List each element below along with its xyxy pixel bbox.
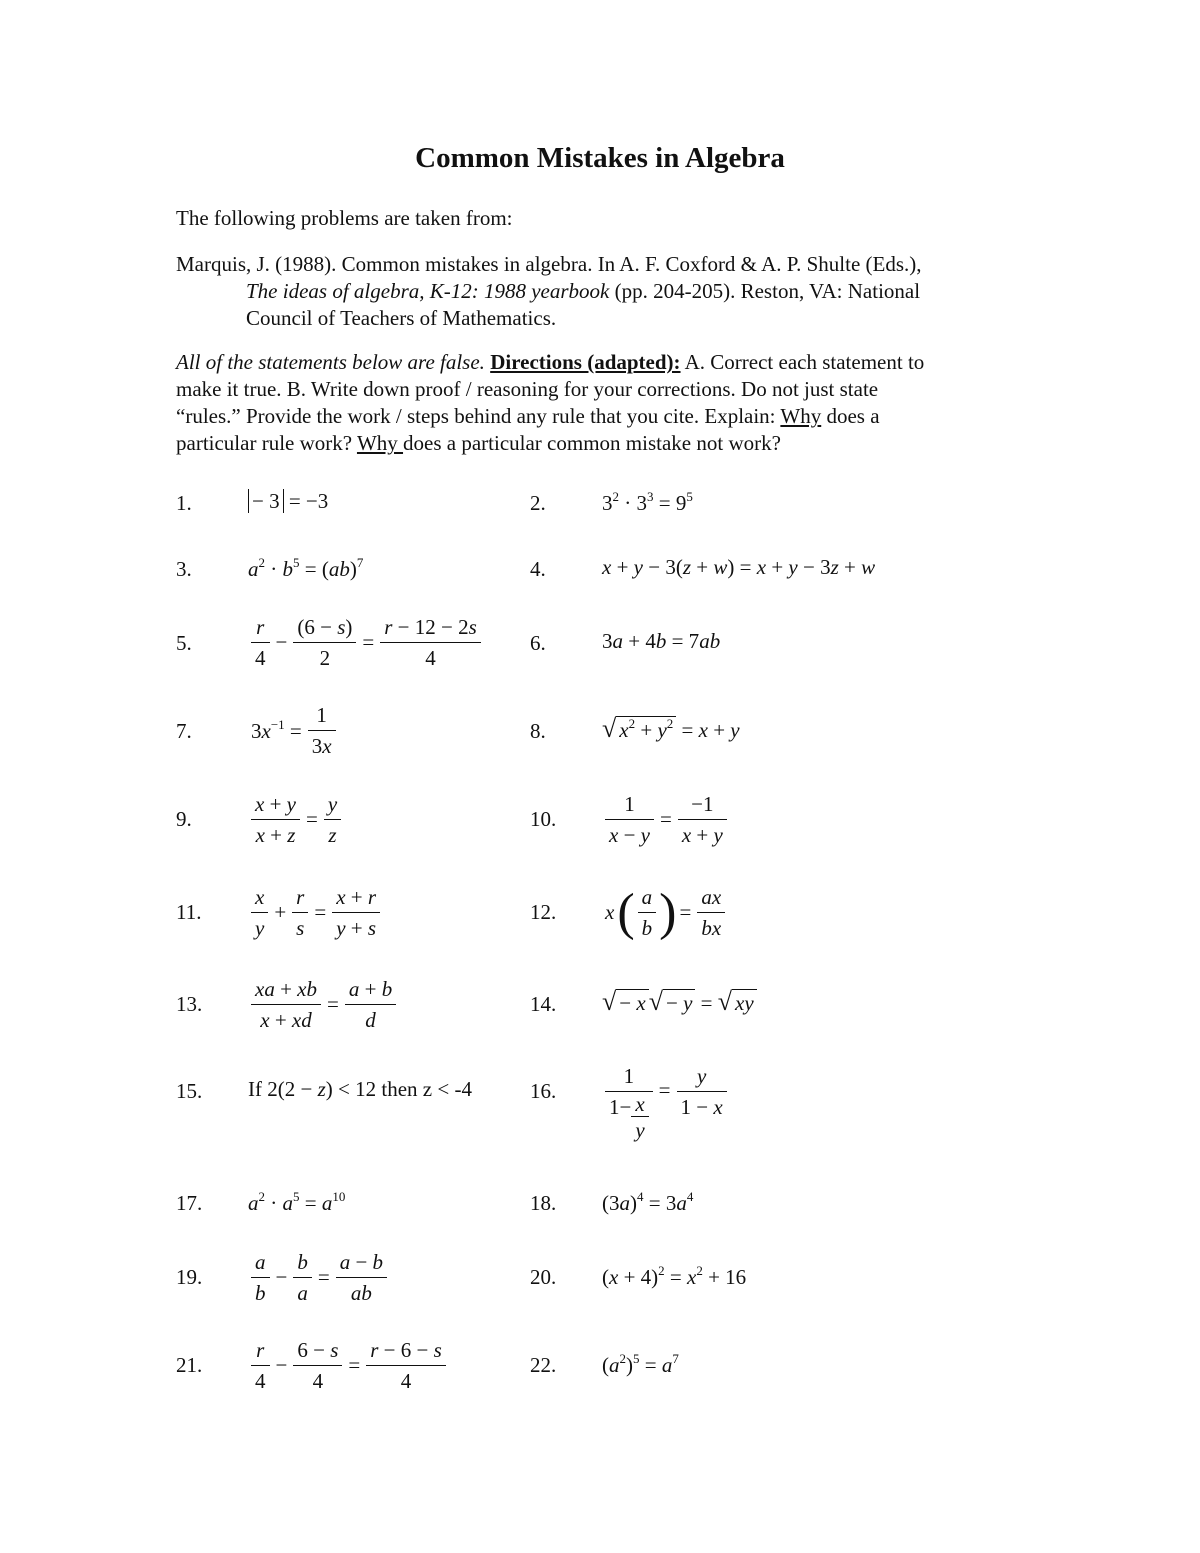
problem-number: 19. (176, 1265, 203, 1289)
equation-2: $3^2 \cdot 3^3 = 9^5$ (602, 489, 693, 515)
false-statement-note: All of the statements below are false. (176, 350, 485, 374)
directions-text-4: particular rule work? (176, 431, 357, 455)
equation-6: 3a + 4b = 7ab (602, 629, 721, 653)
equation-12: x( $\frac{a}{b}$ ) = $\frac{ax}{bx}$ (602, 882, 728, 943)
equation-8: √ $x^2 + y^2 = x + y$ (602, 714, 740, 743)
equation-9: $\frac{x + y}{x + z}$ = $\frac{y}{z}$ (248, 789, 344, 850)
problem-number: 2. (530, 491, 546, 515)
equation-16: 1 1− $\frac{x}{y}$ = $\frac{y}{1 - x}$ (602, 1061, 730, 1143)
citation (176, 251, 922, 332)
equation-11: $\frac{x}{y}$ + $\frac{r}{s}$ = $\frac{x + r}{y + s}$ (248, 882, 383, 943)
citation-line-1: Marquis, J. (1988). Common mistakes in algebra. In A. F. Coxford & A. P. Shulte (Eds.), (176, 252, 922, 276)
problem-number: 18. (530, 1191, 557, 1215)
directions-text-1: A. Correct each statement to (680, 350, 925, 374)
equation-20: $(x + 4)^2 = x^2 + 16$ (602, 1263, 747, 1289)
equation-22: $(a^2)^5 = a^7$ (602, 1351, 679, 1377)
problem-number: 3. (176, 557, 192, 581)
problem-number: 6. (530, 631, 546, 655)
equation-14: √ − x √ − y = √ xy (602, 987, 757, 1017)
equation-18: $(3a)^4 = 3a^4$ (602, 1189, 694, 1215)
problem-number: 11. (176, 900, 202, 924)
citation-line-3: Council of Teachers of Mathematics. (246, 306, 557, 330)
equation-7: $3x^{-1}$ = $\frac{1}{3x}$ (248, 700, 339, 761)
problem-15-prefix: If (248, 1077, 268, 1101)
directions-text-2: make it true. B. Write down proof / reasoning for your corrections. Do not just state (176, 377, 879, 401)
equation-1: − 3 = −3 (248, 489, 328, 514)
why-emphasis-2: Why (356, 431, 404, 455)
citation-book-title: The ideas of algebra, K-12: 1988 yearbook (246, 279, 610, 303)
equation-4: x + y − 3(z + w) = x + y − 3z + w (602, 555, 876, 579)
directions-text-4b: does a particular common mistake not work? (403, 431, 781, 455)
problem-number: 15. (176, 1079, 203, 1103)
problem-number: 8. (530, 719, 546, 743)
equation-15: If 2(2 − z) < 12 then z < -4 (248, 1077, 472, 1101)
equation-5: $\frac{r}{4}$ − $\frac{(6 - s)}{2}$ = $\frac{r - 12 - 2s}{4}$ (248, 612, 484, 673)
intro-text: The following problems are taken from: (176, 206, 513, 230)
problem-number: 20. (530, 1265, 557, 1289)
equation-19: $\frac{a}{b}$ − $\frac{b}{a}$ = $\frac{a - b}{ab}$ (248, 1247, 390, 1308)
equation-13: $\frac{xa + xb}{x + xd}$ = $\frac{a + b}{d}$ (248, 974, 399, 1035)
directions-text-3: “rules.” Provide the work / steps behind any rule that you cite. Explain: (176, 404, 781, 428)
problem-15-suffix: then z < -4 (376, 1077, 472, 1101)
directions-text-3b: does a (821, 404, 880, 428)
problem-number: 5. (176, 631, 192, 655)
problem-number: 1. (176, 491, 192, 515)
problem-number: 7. (176, 719, 192, 743)
citation-line-2 (246, 278, 992, 305)
problem-number: 14. (530, 992, 557, 1016)
problem-number: 21. (176, 1353, 203, 1377)
page-title: Common Mistakes in Algebra (415, 142, 785, 174)
citation-pages: (pp. 204-205). Reston, VA: National (609, 279, 921, 303)
problem-number: 16. (530, 1079, 557, 1103)
problem-number: 4. (530, 557, 546, 581)
problem-number: 17. (176, 1191, 203, 1215)
problem-number: 9. (176, 807, 192, 831)
problem-number: 13. (176, 992, 203, 1016)
equation-17: $a^2 \cdot a^5 = a^{10}$ (248, 1189, 346, 1215)
problem-number: 22. (530, 1353, 557, 1377)
equation-3: $a^2 \cdot b^5 = (ab)^7$ (248, 555, 364, 581)
directions-paragraph (176, 349, 1036, 457)
equation-10: $\frac{1}{x - y}$ = $\frac{-1}{x + y}$ (602, 789, 730, 850)
equation-21: $\frac{r}{4}$ − $\frac{6 - s}{4}$ = $\frac{r - 6 - s}{4}$ (248, 1335, 449, 1396)
why-emphasis-1: Why (780, 404, 822, 428)
problem-number: 10. (530, 807, 557, 831)
directions-heading: Directions (adapted): (490, 350, 681, 374)
problem-number: 12. (530, 900, 557, 924)
